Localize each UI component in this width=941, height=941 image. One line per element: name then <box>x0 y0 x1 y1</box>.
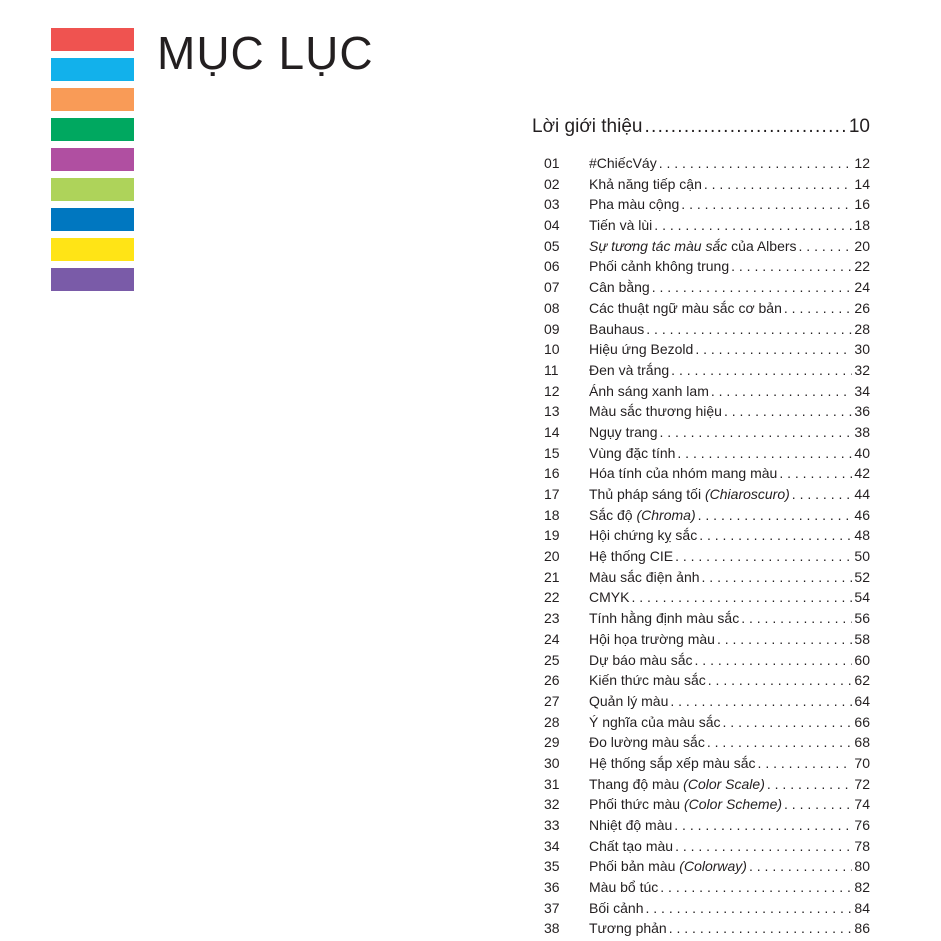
toc-entry[interactable] <box>544 856 870 877</box>
toc-entry-title <box>589 401 722 422</box>
toc-entry-title <box>589 153 657 174</box>
color-stripe <box>51 118 134 141</box>
toc-entry[interactable] <box>544 381 870 402</box>
toc-entry-title-text: Màu sắc điện ảnh <box>589 568 700 585</box>
dot-leader <box>675 836 852 857</box>
toc-entry[interactable] <box>544 174 870 195</box>
toc-entry-page: 86 <box>854 920 870 937</box>
dot-leader <box>708 670 853 691</box>
toc-entry-page: 64 <box>854 692 870 709</box>
toc-entry-title <box>589 753 756 774</box>
toc-entry-number: 03 <box>544 196 560 213</box>
toc-entry-title-text: Khả năng tiếp cận <box>589 175 702 192</box>
toc-entry-number: 31 <box>544 775 560 792</box>
toc-entry-title <box>589 856 747 877</box>
toc-entry-number: 04 <box>544 217 560 234</box>
toc-entry-title-text: Hệ thống sắp xếp màu sắc <box>589 754 756 771</box>
toc-entry-number: 26 <box>544 672 560 689</box>
dot-leader <box>699 525 852 546</box>
toc-entry-page: 24 <box>854 279 870 296</box>
dot-leader <box>681 194 852 215</box>
toc-entry-title-text: Dự báo màu sắc <box>589 651 693 668</box>
toc-entry-page: 82 <box>854 879 870 896</box>
toc-entry-title-text: Các thuật ngữ màu sắc cơ bản <box>589 299 782 316</box>
toc-entry-number: 25 <box>544 651 560 668</box>
toc-entry-title-text: Phối thức màu <box>589 796 684 813</box>
toc-entry-page: 44 <box>854 486 870 502</box>
toc-entry-page: 58 <box>854 630 870 647</box>
toc-entry-title-text: Ngụy trang <box>589 423 658 440</box>
toc-entry-title-text: Thủ pháp sáng tối <box>589 486 705 502</box>
toc-intro-page: 10 <box>848 116 870 137</box>
toc-intro-entry[interactable] <box>532 114 870 140</box>
dot-leader <box>674 815 852 836</box>
toc-entry-title <box>589 712 721 733</box>
toc-entry[interactable] <box>544 546 870 567</box>
toc-entry-title-text: Sắc độ <box>589 506 637 523</box>
toc-entry-page: 40 <box>854 444 870 461</box>
toc-entry-page: 46 <box>854 506 870 523</box>
toc-entry-title-text: Bauhaus <box>589 320 645 337</box>
toc-entry[interactable] <box>544 525 870 546</box>
toc-entry-page: 62 <box>854 672 870 689</box>
toc-entry[interactable] <box>544 401 870 422</box>
toc-intro-label: Lời giới thiệu <box>532 116 643 137</box>
dot-leader <box>723 712 853 733</box>
toc-entry-title-italic: (Colorway) <box>679 858 747 875</box>
toc-entry-title-italic: (Color Scale) <box>683 775 765 792</box>
toc-entry[interactable] <box>544 753 870 774</box>
toc-entry-title-italic: (Chiaroscuro) <box>704 486 790 502</box>
toc-entry[interactable] <box>544 194 870 215</box>
toc-entry-title-italic: (Chroma) <box>636 506 696 523</box>
toc-entry-number: 28 <box>544 713 560 730</box>
toc-entry-title-text: Cân bằng <box>589 279 650 296</box>
toc-entry-title <box>589 339 693 360</box>
toc-entry-page: 60 <box>854 651 870 668</box>
toc-entry-number: 15 <box>544 444 560 461</box>
toc-entry[interactable] <box>544 918 870 939</box>
toc-entry-title <box>589 194 679 215</box>
dot-leader <box>659 153 853 174</box>
toc-entry-title <box>589 794 782 815</box>
toc-entry-number: 13 <box>544 403 560 420</box>
toc-entry-page: 50 <box>854 548 870 565</box>
toc-entry-title <box>589 298 782 319</box>
dot-leader <box>711 381 853 402</box>
dot-leader <box>695 339 852 360</box>
toc-entry-page: 30 <box>854 341 870 358</box>
toc-entry-page: 28 <box>854 320 870 337</box>
toc-entry-number: 17 <box>544 486 560 502</box>
color-stripe <box>51 238 134 261</box>
toc-entry-title-text: Hóa tính của nhóm mang màu <box>589 465 778 482</box>
toc-entry-title-italic: Sự tương tác màu sắc <box>589 237 728 254</box>
toc-entry-page: 22 <box>854 258 870 275</box>
toc-entry-title-text: Tiến và lùi <box>589 217 653 234</box>
dot-leader <box>675 546 852 567</box>
toc-entry-number: 09 <box>544 320 560 337</box>
toc-entry-title-text: CMYK <box>589 589 630 606</box>
toc-entry-title <box>589 836 673 857</box>
toc-entry-title <box>589 650 693 671</box>
dot-leader <box>645 898 852 919</box>
toc-entry-title-text: Phối bản màu <box>589 858 680 875</box>
toc-entry-title <box>589 732 705 753</box>
toc-entry-title <box>589 608 739 629</box>
toc-entry-title-text: Ý nghĩa của màu sắc <box>589 713 721 730</box>
dot-leader <box>702 567 853 588</box>
toc-entry-title-text: #ChiếcVáy <box>589 155 657 171</box>
toc-entry-page: 32 <box>854 361 870 378</box>
toc-entry-page: 38 <box>854 423 870 440</box>
toc-entry-title-text: Ánh sáng xanh lam <box>589 382 709 399</box>
dot-leader <box>631 587 852 608</box>
toc-entry-page: 52 <box>854 568 870 585</box>
toc-entry-number: 32 <box>544 796 560 813</box>
toc-entry-title <box>589 360 669 381</box>
toc-entry[interactable] <box>544 877 870 898</box>
toc-entry-title <box>589 815 672 836</box>
toc-entry[interactable] <box>544 587 870 608</box>
toc-entry-page: 36 <box>854 403 870 420</box>
toc-entry-title <box>589 174 702 195</box>
toc-entry-title-text: Bối cảnh <box>589 899 644 916</box>
toc-entry-number: 30 <box>544 754 560 771</box>
toc-entry-title <box>589 774 765 795</box>
toc-entry-title-text: Quản lý màu <box>589 692 669 709</box>
toc-entry-title <box>589 277 650 298</box>
toc-entry-title-text: Nhiệt độ màu <box>589 817 673 833</box>
toc-entry[interactable] <box>544 567 870 588</box>
color-stripe <box>51 88 134 111</box>
toc-entry-title <box>589 319 644 340</box>
toc-entry[interactable] <box>544 629 870 650</box>
dot-leader <box>659 422 852 443</box>
toc-entry-number: 36 <box>544 879 560 896</box>
dot-leader <box>784 794 852 815</box>
toc-entry-number: 02 <box>544 175 560 192</box>
toc-entry[interactable] <box>544 774 870 795</box>
toc-entry-number: 27 <box>544 692 560 709</box>
dot-leader <box>698 505 853 526</box>
toc-entry-title-text: Đo lường màu sắc <box>589 734 705 751</box>
toc-entry-page: 54 <box>854 589 870 606</box>
toc-entry[interactable] <box>544 443 870 464</box>
dot-leader <box>717 629 852 650</box>
color-stripe <box>51 58 134 81</box>
color-stripes <box>51 28 134 298</box>
toc-entry[interactable] <box>544 463 870 484</box>
toc-entry-page: 12 <box>854 155 870 171</box>
toc-entry-title <box>589 546 673 567</box>
dot-leader <box>707 732 853 753</box>
toc-entry-title <box>589 236 797 257</box>
toc-entry-page: 68 <box>854 734 870 751</box>
toc-entry-number: 05 <box>544 237 560 254</box>
toc-entry-number: 21 <box>544 568 560 585</box>
toc-entry-title-text: Hội chứng kỵ sắc <box>589 527 698 544</box>
toc-entry-title-text: Hệ thống CIE <box>589 548 674 565</box>
dot-leader <box>677 443 852 464</box>
dot-leader <box>660 877 852 898</box>
toc-entry-title-text: Tính hằng định màu sắc <box>589 610 740 627</box>
color-stripe <box>51 148 134 171</box>
toc-entry-page: 76 <box>854 817 870 833</box>
page-title: MỤC LỤC <box>157 27 374 79</box>
toc-entry-title <box>589 877 658 898</box>
toc-entry-title <box>589 422 657 443</box>
toc-entry-page: 74 <box>854 796 870 813</box>
toc-entry-title <box>589 918 667 939</box>
toc-list <box>544 153 870 939</box>
toc-entry[interactable] <box>544 836 870 857</box>
toc-entry-title-text: Kiến thức màu sắc <box>589 672 706 689</box>
dot-leader <box>767 774 853 795</box>
toc-entry-title-text: Đen và trắng <box>589 361 670 378</box>
dot-leader <box>749 856 852 877</box>
toc-entry-page: 84 <box>854 899 870 916</box>
toc-entry-number: 29 <box>544 734 560 751</box>
toc-entry[interactable] <box>544 794 870 815</box>
color-stripe <box>51 178 134 201</box>
dot-leader <box>779 463 852 484</box>
toc-entry-title-text: Màu sắc thương hiệu <box>589 403 722 420</box>
toc-entry[interactable] <box>544 319 870 340</box>
toc-entry-title <box>589 691 668 712</box>
toc-entry-number: 08 <box>544 299 560 316</box>
toc-entry-title <box>589 567 700 588</box>
toc-entry-number: 37 <box>544 899 560 916</box>
toc-entry-number: 19 <box>544 527 560 544</box>
color-stripe <box>51 268 134 291</box>
toc-entry-number: 10 <box>544 341 560 358</box>
toc-entry[interactable] <box>544 670 870 691</box>
toc-entry-number: 34 <box>544 837 560 854</box>
toc-entry-number: 23 <box>544 610 560 627</box>
toc-entry[interactable] <box>544 732 870 753</box>
dot-leader <box>704 174 853 195</box>
toc-entry[interactable] <box>544 236 870 257</box>
dot-leader <box>671 360 852 381</box>
toc-entry-page: 78 <box>854 837 870 854</box>
toc-entry-title <box>589 463 777 484</box>
toc-entry-number: 20 <box>544 548 560 565</box>
dot-leader <box>724 401 852 422</box>
dot-leader <box>695 650 853 671</box>
toc-entry-number: 38 <box>544 920 560 937</box>
toc-entry-title <box>589 670 706 691</box>
dot-leader <box>670 691 852 712</box>
dot-leader <box>669 918 853 939</box>
toc-entry-title <box>589 587 629 608</box>
toc-entry-number: 14 <box>544 423 560 440</box>
toc-entry[interactable] <box>544 360 870 381</box>
dot-leader <box>654 215 852 236</box>
toc-entry-page: 56 <box>854 610 870 627</box>
toc-entry[interactable] <box>544 256 870 277</box>
toc-entry-page: 18 <box>854 217 870 234</box>
toc-entry-number: 18 <box>544 506 560 523</box>
dot-leader <box>784 298 853 319</box>
toc-entry[interactable] <box>544 650 870 671</box>
toc-entry-number: 24 <box>544 630 560 647</box>
dot-leader <box>646 319 852 340</box>
toc-entry-title-text: Chất tạo màu <box>589 837 674 854</box>
toc-entry[interactable] <box>544 691 870 712</box>
toc-entry-title-text: Hiệu ứng Bezold <box>589 341 694 358</box>
toc-entry-number: 01 <box>544 155 560 171</box>
toc-entry-title <box>589 505 696 526</box>
toc-entry-title <box>589 898 643 919</box>
toc-entry-title <box>589 215 652 236</box>
toc-entry-title-text: Pha màu cộng <box>589 196 680 213</box>
toc-entry[interactable] <box>544 815 870 836</box>
dot-leader <box>758 753 853 774</box>
toc-entry-title-text: của Albers <box>727 237 797 254</box>
toc-entry-page: 34 <box>854 382 870 399</box>
toc-entry[interactable] <box>544 608 870 629</box>
toc-entry-title <box>589 443 675 464</box>
toc-entry-title-text: Thang độ màu <box>589 775 684 792</box>
toc-entry-number: 07 <box>544 279 560 296</box>
toc-entry-title <box>589 629 715 650</box>
toc-entry-title-text: Màu bổ túc <box>589 879 659 896</box>
toc-entry-page: 42 <box>854 465 870 482</box>
toc-entry-number: 16 <box>544 465 560 482</box>
toc-entry[interactable] <box>544 898 870 919</box>
toc-entry[interactable] <box>544 712 870 733</box>
toc-entry-page: 14 <box>854 175 870 192</box>
toc-entry-title-italic: (Color Scheme) <box>683 796 783 813</box>
toc-entry-number: 33 <box>544 817 560 833</box>
toc-entry-page: 20 <box>854 237 870 254</box>
toc-entry-page: 66 <box>854 713 870 730</box>
toc-entry-number: 06 <box>544 258 560 275</box>
toc-entry-title-text: Phối cảnh không trung <box>589 258 730 275</box>
toc-entry-page: 26 <box>854 299 870 316</box>
toc-entry-page: 70 <box>854 754 870 771</box>
toc-entry[interactable] <box>544 505 870 526</box>
toc-entry-title-text: Tương phản <box>589 920 667 937</box>
toc-entry-title <box>589 525 697 546</box>
color-stripe <box>51 28 134 51</box>
toc-entry-number: 35 <box>544 858 560 875</box>
toc-entry[interactable] <box>544 422 870 443</box>
toc-entry-page: 16 <box>854 196 870 213</box>
toc-entry[interactable] <box>544 153 870 174</box>
color-stripe <box>51 208 134 231</box>
dot-leader <box>741 608 852 629</box>
toc-entry-title-text: Vùng đặc tính <box>589 444 676 461</box>
toc-entry-page: 80 <box>854 858 870 875</box>
toc-entry-number: 11 <box>544 361 559 378</box>
toc-entry-page: 72 <box>854 775 870 792</box>
toc-entry-page: 48 <box>854 527 870 544</box>
toc-entry-title-text: Hội họa trường màu <box>589 630 715 647</box>
toc-entry-title <box>589 484 790 505</box>
dot-leader <box>799 236 853 257</box>
toc-entry-title <box>589 256 729 277</box>
dot-leader <box>652 277 853 298</box>
toc-entry-number: 22 <box>544 589 560 606</box>
toc-entry[interactable] <box>544 298 870 319</box>
toc-entry[interactable] <box>544 484 870 505</box>
toc-entry-number: 12 <box>544 382 560 399</box>
dot-leader <box>644 114 846 140</box>
toc-entry-title <box>589 381 709 402</box>
toc-entry[interactable] <box>544 339 870 360</box>
dot-leader <box>792 484 853 505</box>
toc-entry[interactable] <box>544 215 870 236</box>
toc-entry[interactable] <box>544 277 870 298</box>
dot-leader <box>731 256 852 277</box>
